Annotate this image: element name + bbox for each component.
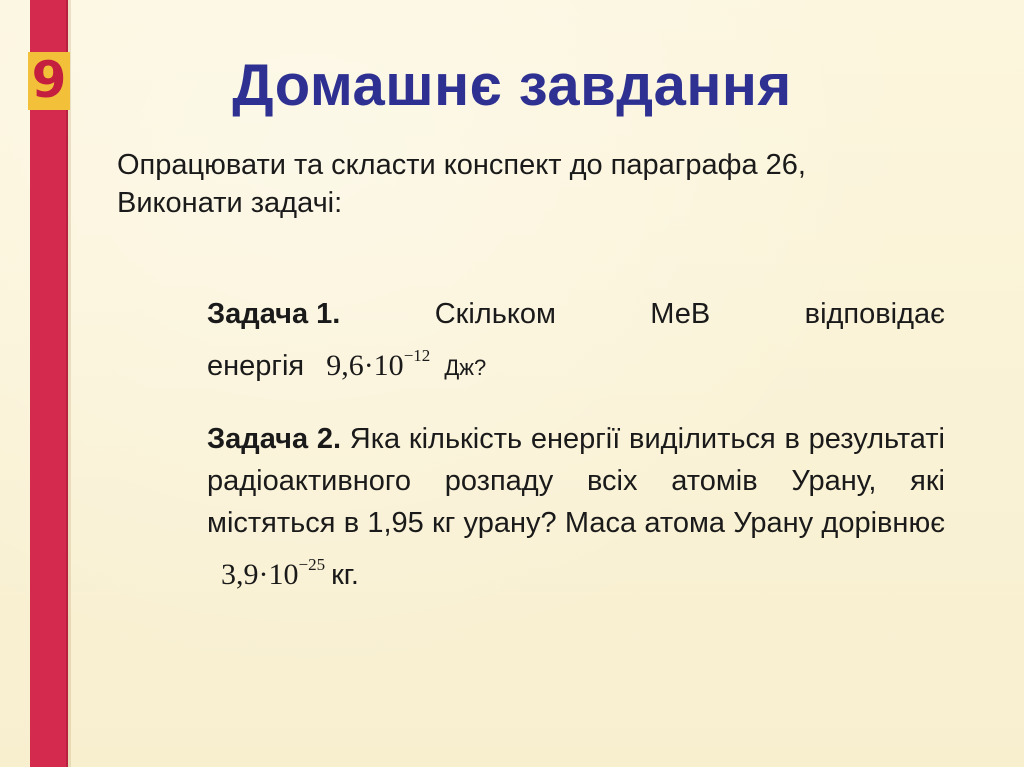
intro-line-1: Опрацювати та скласти конспект до параграфа 26, [117,149,806,181]
task-2-formula-base: 3,9·10 [221,558,299,591]
task-1-line-1 [207,293,945,335]
task-1 [207,293,945,389]
chapter-number: 9 [31,51,67,109]
task-2-unit: кг. [331,559,359,591]
task-2-label: Задача 2. [207,423,342,455]
task-2-formula [221,544,325,596]
task-2-text: Яка кількість енергії виділиться в результаті радіоактивного розпаду всіх атомів Урану, які містяться в 1,95 кг урану? Маса атома Урану дорівнює [207,423,946,539]
task-1-text: енергія [207,350,305,382]
task-2 [207,418,945,596]
task-1-word-1: Скільком [434,298,556,330]
intro-line-2: Виконати задачі: [117,187,343,219]
task-1-word-3: відповідає [804,298,945,330]
task-1-formula [326,335,430,387]
task-1-formula-exponent: −12 [403,346,431,365]
task-1-line-2 [207,335,945,389]
task-2-formula-exponent: −25 [298,555,326,574]
task-1-label: Задача 1. [207,298,341,330]
task-1-formula-base: 9,6·10 [326,349,404,382]
page-title: Домашнє завдання [232,53,792,118]
task-1-word-2: МеВ [650,298,711,330]
intro-text [117,146,977,222]
task-1-unit: Дж? [444,355,487,380]
